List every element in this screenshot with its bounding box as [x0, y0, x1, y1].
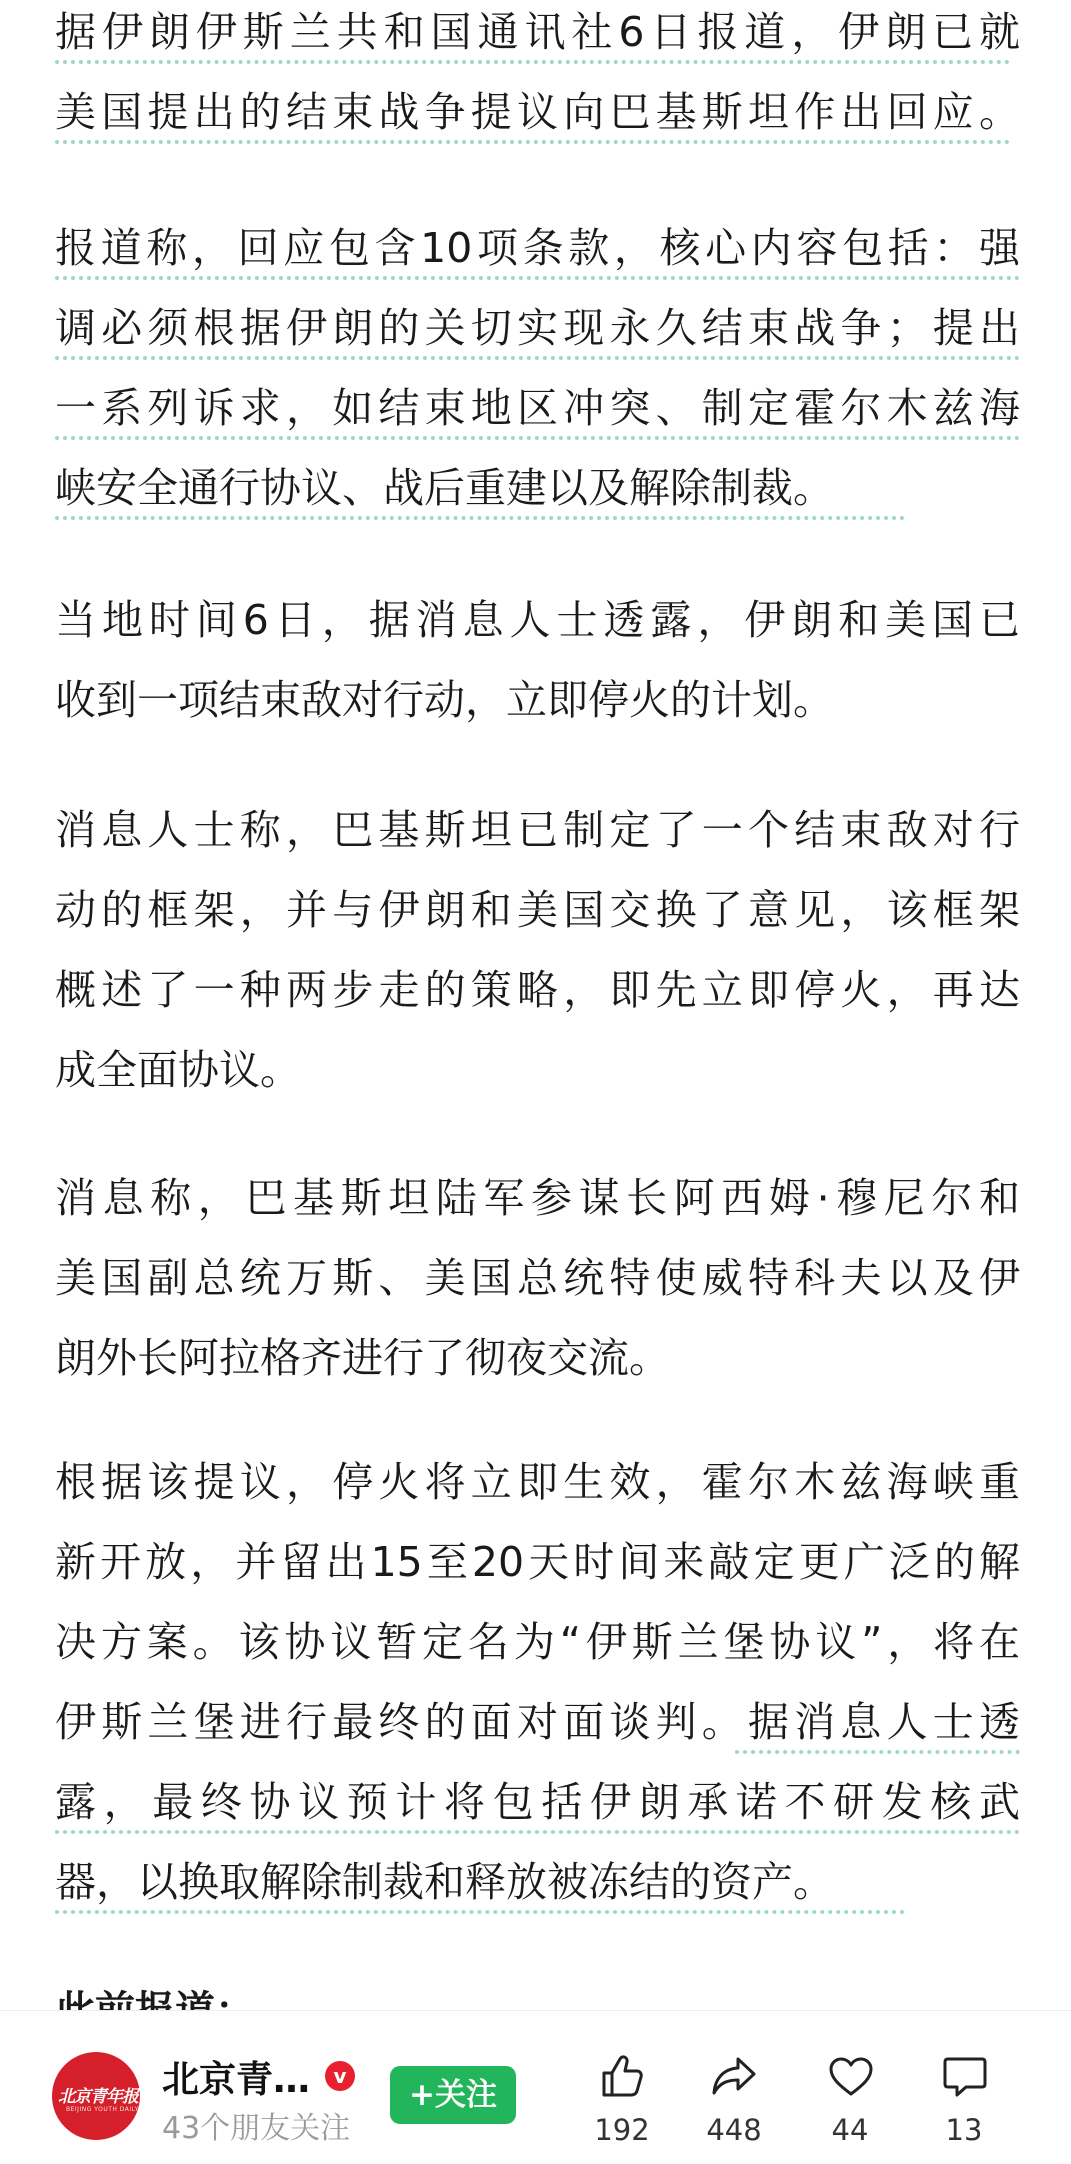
heart-icon	[826, 2051, 876, 2101]
logo-text: 北京青年报	[58, 2087, 138, 2107]
article-line: 美国提出的结束战争提议向巴基斯坦作出回应。	[55, 88, 1020, 136]
like-count: 192	[594, 2113, 650, 2147]
article-line: 一系列诉求，如结束地区冲突、制定霍尔木兹海	[55, 384, 1020, 432]
logo-subtext: BEIJING YOUTH DAILY	[66, 2106, 139, 2113]
article-line: 伊斯兰堡进行最终的面对面谈判。据消息人士透	[55, 1698, 1020, 1746]
share-icon	[710, 2051, 760, 2101]
section-heading	[55, 1985, 255, 2010]
article-line: 动的框架，并与伊朗和美国交换了意见，该框架	[55, 886, 1020, 934]
article-line: 概述了一种两步走的策略，即先立即停火，再达	[55, 966, 1020, 1014]
article-line: 报道称，回应包含10项条款，核心内容包括：强	[55, 224, 1020, 272]
article-line: 消息称，巴基斯坦陆军参谋长阿西姆·穆尼尔和	[55, 1174, 1020, 1222]
article-line: 消息人士称，巴基斯坦已制定了一个结束敌对行	[55, 806, 1020, 854]
thumbs-up-icon	[598, 2051, 648, 2101]
article-line: 美国副总统万斯、美国总统特使威特科夫以及伊	[55, 1254, 1020, 1302]
article-line: 器，以换取解除制裁和释放被冻结的资产。	[55, 1858, 834, 1906]
highlight-underline	[55, 1910, 905, 1914]
highlight-underline	[55, 1830, 1020, 1834]
article-line: 朗外长阿拉格齐进行了彻夜交流。	[55, 1334, 670, 1382]
highlight-underline	[55, 276, 1020, 280]
article-line: 据伊朗伊斯兰共和国通讯社6日报道，伊朗已就	[55, 8, 1020, 56]
comment-count: 13	[945, 2113, 983, 2147]
highlight-underline	[55, 140, 1010, 144]
article-line: 成全面协议。	[55, 1046, 301, 1094]
friends-following-count: 43个朋友关注	[162, 2111, 351, 2146]
like-button[interactable]	[572, 2041, 672, 2151]
favorite-button[interactable]	[800, 2041, 900, 2151]
article-line: 当地时间6日，据消息人士透露，伊朗和美国已	[55, 596, 1020, 644]
highlight-underline	[55, 516, 905, 520]
article-line: 峡安全通行协议、战后重建以及解除制裁。	[55, 464, 834, 512]
highlight-underline	[55, 60, 1010, 64]
article-line: 新开放，并留出15至20天时间来敲定更广泛的解	[55, 1538, 1020, 1586]
share-count: 448	[706, 2113, 762, 2147]
article-line: 根据该提议，停火将立即生效，霍尔木兹海峡重	[55, 1458, 1020, 1506]
article-line: 收到一项结束敌对行动，立即停火的计划。	[55, 676, 834, 724]
highlight-underline	[55, 436, 1020, 440]
comment-icon	[940, 2051, 990, 2101]
verified-badge-icon: v	[325, 2061, 355, 2091]
article-line: 露，最终协议预计将包括伊朗承诺不研发核武	[55, 1778, 1020, 1826]
author-action-bar	[0, 2010, 1071, 2164]
account-name[interactable]: 北京青…	[162, 2058, 310, 2101]
follow-button[interactable]: +关注	[390, 2066, 516, 2124]
favorite-count: 44	[831, 2113, 869, 2147]
highlight-underline	[735, 1750, 1020, 1754]
share-button[interactable]	[684, 2041, 784, 2151]
highlight-underline	[55, 356, 1020, 360]
comment-button[interactable]	[914, 2041, 1014, 2151]
article-line: 决方案。该协议暂定名为“伊斯兰堡协议”，将在	[55, 1618, 1020, 1666]
avatar[interactable]	[52, 2052, 140, 2140]
article-line: 调必须根据伊朗的关切实现永久结束战争；提出	[55, 304, 1020, 352]
